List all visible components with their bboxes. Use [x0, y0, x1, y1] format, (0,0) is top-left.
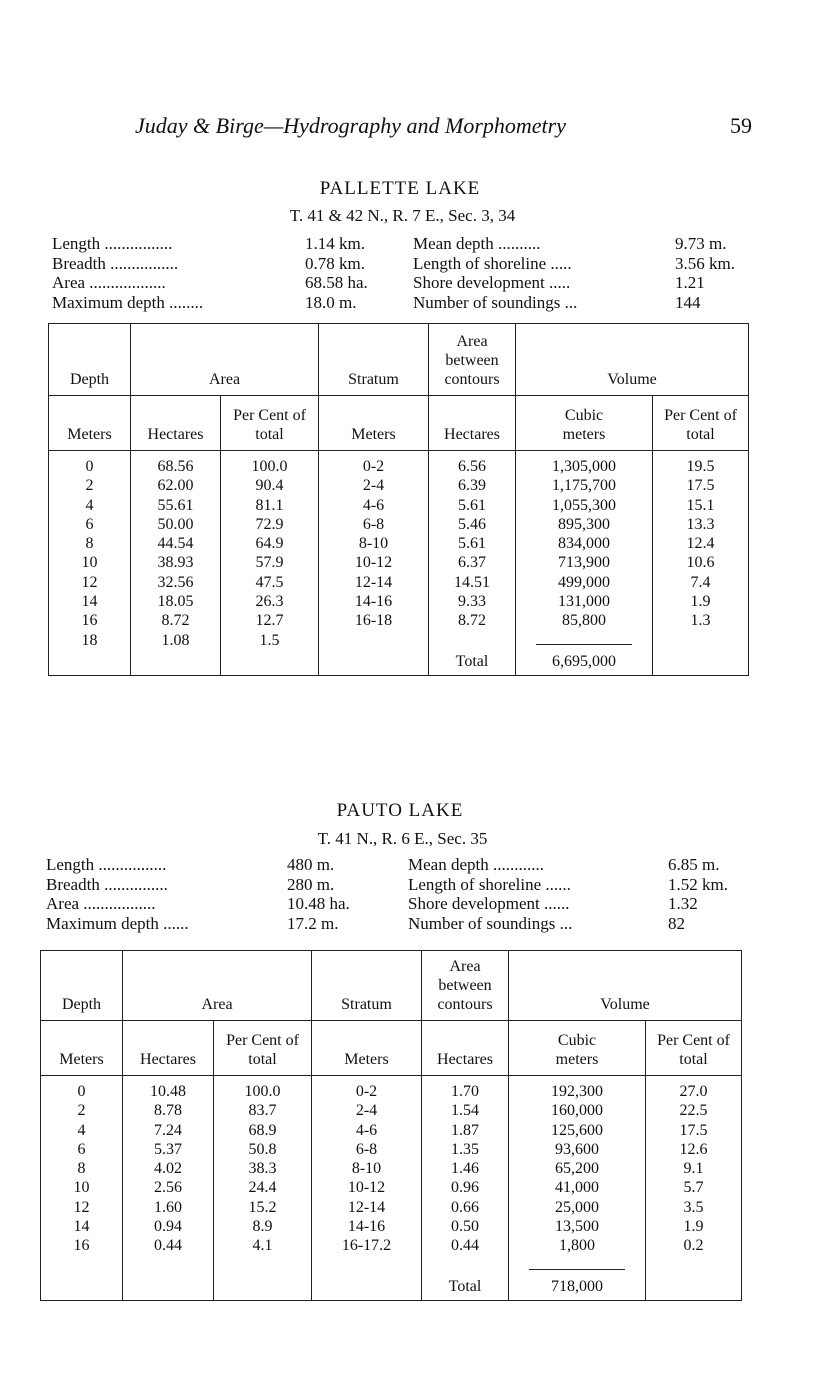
- total-value: 6,695,000: [552, 653, 616, 670]
- table-cell: 14-16: [354, 593, 393, 611]
- header-depth: [41, 951, 123, 1021]
- subheader-cubic-meters: [509, 1021, 646, 1076]
- subheader-text: Meters: [351, 426, 396, 443]
- table-cell: 2-4: [362, 477, 385, 495]
- table-cell: 8-10: [358, 535, 389, 553]
- table-cell: 0.96: [451, 1179, 479, 1197]
- table-cell: 44.54: [157, 535, 194, 553]
- stat-label: Mean depth ............: [408, 855, 544, 874]
- table-cell: 57.9: [255, 554, 284, 572]
- table-cell: 6.39: [458, 477, 486, 495]
- table-cell: 27.0: [679, 1083, 708, 1100]
- table-cell: 192,300: [551, 1083, 603, 1100]
- table-cell: 10-12: [354, 554, 393, 572]
- table-cell: 5.7: [683, 1179, 704, 1197]
- table-cell: 68.9: [248, 1121, 277, 1139]
- table-cell: 4-6: [355, 1121, 378, 1139]
- table-cell: 0: [85, 458, 94, 475]
- table-cell: 12.4: [686, 535, 715, 553]
- subheader-text: Meters: [59, 1051, 104, 1068]
- table-cell: 1.70: [451, 1083, 479, 1100]
- table-cell: 2: [77, 1102, 86, 1120]
- stat-value: 9.73 m.: [675, 234, 727, 253]
- subheader-between-hectares: [429, 396, 516, 451]
- table-cell: 10: [73, 1179, 90, 1197]
- header-depth-text: Depth: [69, 371, 110, 388]
- stat-value: 10.48 ha.: [287, 894, 350, 913]
- table-cell: 6-8: [362, 515, 385, 533]
- table-cell: 131,000: [558, 593, 610, 611]
- table-cell: 12: [81, 573, 98, 591]
- subheader-stratum-meters: [312, 1021, 422, 1076]
- table-cell: 50.8: [248, 1140, 277, 1158]
- table-cell: 8.78: [154, 1102, 182, 1120]
- header-area-text: Area: [201, 996, 233, 1013]
- table-cell: 14: [81, 593, 98, 611]
- table-cell: 8: [77, 1160, 86, 1178]
- table-cell: 17.5: [686, 477, 715, 495]
- table-cell: 834,000: [558, 535, 610, 553]
- stat-value: 480 m.: [287, 855, 335, 874]
- table-cell: 1.54: [451, 1102, 479, 1120]
- table-cell: 1.08: [161, 631, 190, 649]
- table-cell: 12-14: [354, 573, 393, 591]
- column-stratum: [319, 451, 429, 676]
- table-cell: 32.56: [157, 573, 194, 591]
- table-cell: 12-14: [347, 1198, 386, 1216]
- column-per-cent: [221, 451, 319, 676]
- table-cell: 12.6: [679, 1140, 708, 1158]
- header-area-between: [422, 951, 509, 1021]
- table-cell: 16: [73, 1237, 90, 1255]
- stat-value: 280 m.: [287, 874, 335, 894]
- table-cell: 1,175,700: [552, 477, 616, 495]
- table-cell: 1.5: [259, 631, 280, 649]
- lake-location: T. 41 N., R. 6 E., Sec. 35: [317, 829, 488, 848]
- stat-value: 0.78 km.: [305, 253, 365, 273]
- table-cell: 0-2: [355, 1083, 378, 1100]
- table-cell: 100.0: [251, 458, 288, 475]
- table-cell: 26.3: [255, 593, 284, 611]
- table-cell: 1.9: [683, 1218, 704, 1236]
- column-vol-pct: [653, 451, 749, 676]
- subheader-text: Hectares: [444, 426, 500, 443]
- subheader-text: Hectares: [147, 426, 204, 443]
- subheader-text: Per Cent of total: [657, 1032, 730, 1068]
- stat-value: 6.85 m.: [668, 855, 720, 874]
- subheader-text: Meters: [344, 1051, 389, 1068]
- header-stratum: [312, 951, 422, 1021]
- stat-value: 1.32: [668, 894, 698, 913]
- table-cell: 16: [81, 612, 98, 630]
- header-volume: [509, 951, 742, 1021]
- stat-value: 144: [675, 292, 701, 312]
- column-cubic: [509, 1076, 646, 1301]
- table-cell: 6: [85, 515, 94, 533]
- table-cell: 6.37: [458, 554, 486, 572]
- table-cell: 14-16: [347, 1218, 386, 1236]
- table-cell: 0.66: [451, 1198, 479, 1216]
- total-rule: [529, 1269, 625, 1270]
- stat-label: Number of soundings ...: [408, 913, 573, 933]
- table-cell: 72.9: [255, 515, 284, 533]
- table-cell: 14.51: [454, 573, 490, 591]
- total-label: Total: [455, 653, 489, 670]
- table-cell: 10.6: [686, 554, 715, 572]
- header-stratum-text: Stratum: [341, 996, 392, 1013]
- table-cell: 50.00: [157, 515, 194, 533]
- total-rule: [536, 644, 632, 645]
- table-cell: 13.3: [686, 515, 715, 533]
- table-cell: 4-6: [362, 496, 385, 514]
- column-depth: [41, 1076, 123, 1301]
- table-cell: 41,000: [555, 1179, 599, 1197]
- stat-value: 17.2 m.: [287, 913, 339, 933]
- morphometry-table: [48, 323, 749, 676]
- table-cell: 1.60: [154, 1198, 182, 1216]
- table-cell: 8-10: [351, 1160, 382, 1178]
- table-cell: 6: [77, 1140, 86, 1158]
- header-area: [131, 324, 319, 396]
- subheader-vol-per-cent: [646, 1021, 742, 1076]
- stat-value: 82: [668, 913, 685, 933]
- total-label: Total: [448, 1278, 482, 1295]
- table-cell: 64.9: [255, 535, 284, 553]
- stat-label: Length of shoreline ......: [408, 874, 571, 894]
- stat-label: Length of shoreline .....: [413, 253, 572, 273]
- lake-name: PALLETTE LAKE: [319, 178, 481, 199]
- table-cell: 85,800: [562, 612, 606, 630]
- table-cell: 713,900: [558, 554, 610, 572]
- stat-value: 1.14 km.: [305, 234, 365, 253]
- header-area-between: [429, 324, 516, 396]
- stat-value: 1.21: [675, 273, 705, 292]
- table-cell: 1.3: [690, 612, 711, 630]
- subheader-between-hectares: [422, 1021, 509, 1076]
- table-cell: 3.5: [683, 1198, 704, 1216]
- stat-label: Length ................: [52, 234, 173, 253]
- table-cell: 6.56: [458, 458, 486, 475]
- table-cell: 62.00: [157, 477, 194, 495]
- table-cell: 2: [85, 477, 94, 495]
- header-area-between-text: Area between contours: [444, 333, 500, 388]
- stat-label: Shore development .....: [413, 273, 571, 292]
- column-vol-pct: [646, 1076, 742, 1301]
- table-cell: 14: [73, 1218, 90, 1236]
- table-cell: 895,300: [558, 515, 610, 533]
- table-cell: 47.5: [255, 573, 284, 591]
- stat-label: Breadth ...............: [46, 874, 168, 894]
- table-cell: 1,305,000: [552, 458, 616, 475]
- table-cell: 15.2: [248, 1198, 277, 1216]
- table-cell: 81.1: [255, 496, 284, 514]
- total-value: 718,000: [551, 1278, 603, 1295]
- table-cell: 65,200: [555, 1160, 599, 1178]
- subheader-text: Cubic meters: [555, 1032, 599, 1068]
- table-cell: 4: [77, 1121, 86, 1139]
- column-depth: [49, 451, 131, 676]
- column-stratum: [312, 1076, 422, 1301]
- table-cell: 18: [81, 631, 98, 649]
- header-volume-text: Volume: [607, 371, 657, 388]
- table-cell: 0-2: [362, 458, 385, 475]
- subheader-vol-per-cent: [653, 396, 749, 451]
- subheader-text: Per Cent of total: [664, 407, 737, 443]
- stat-label: Mean depth ..........: [413, 234, 541, 253]
- table-cell: 160,000: [551, 1102, 603, 1120]
- stat-label: Breadth ................: [52, 253, 179, 273]
- stat-label: Number of soundings ...: [413, 292, 578, 312]
- table-cell: 0.50: [451, 1218, 479, 1236]
- header-volume: [516, 324, 749, 396]
- table-cell: 2.56: [154, 1179, 182, 1197]
- table-cell: 7.4: [690, 573, 711, 591]
- table-cell: 0: [77, 1083, 86, 1100]
- table-cell: 19.5: [686, 458, 715, 475]
- table-cell: 10.48: [150, 1083, 186, 1100]
- table-cell: 18.05: [157, 593, 194, 611]
- table-cell: 1,055,300: [552, 496, 616, 514]
- table-cell: 55.61: [157, 496, 194, 514]
- table-cell: 5.61: [458, 496, 486, 514]
- subheader-stratum-meters: [319, 396, 429, 451]
- header-area: [123, 951, 312, 1021]
- subheader-text: Hectares: [140, 1051, 196, 1068]
- table-cell: 0.94: [154, 1218, 182, 1236]
- table-cell: 90.4: [255, 477, 284, 495]
- header-depth-text: Depth: [61, 996, 102, 1013]
- subheader-cubic-meters: [516, 396, 653, 451]
- subheader-text: Cubic meters: [562, 407, 606, 443]
- subheader-meters: [41, 1021, 123, 1076]
- stat-value: 1.52 km.: [668, 874, 728, 894]
- table-cell: 13,500: [555, 1218, 599, 1236]
- table-cell: 16-18: [354, 612, 393, 630]
- lake-name: PAUTO LAKE: [336, 800, 464, 821]
- column-cubic: [516, 451, 653, 676]
- table-cell: 4.1: [252, 1237, 273, 1255]
- morphometry-table: [40, 950, 742, 1301]
- subheader-hectares: [131, 396, 221, 451]
- table-cell: 17.5: [679, 1121, 708, 1139]
- stat-value: 68.58 ha.: [305, 273, 368, 292]
- table-cell: 0.44: [451, 1237, 479, 1255]
- table-cell: 15.1: [686, 496, 715, 514]
- table-cell: 16-17.2: [341, 1237, 392, 1255]
- stat-value: 3.56 km.: [675, 253, 735, 273]
- running-title: Juday & Birge—Hydrography and Morphometry: [135, 113, 566, 138]
- lake-location: T. 41 & 42 N., R. 7 E., Sec. 3, 34: [289, 206, 516, 225]
- subheader-per-cent: [214, 1021, 312, 1076]
- table-cell: 8.72: [161, 612, 190, 630]
- table-cell: 100.0: [244, 1083, 281, 1100]
- table-cell: 1.35: [451, 1140, 479, 1158]
- table-cell: 10: [81, 554, 98, 572]
- table-cell: 7.24: [154, 1121, 182, 1139]
- table-cell: 0.2: [683, 1237, 704, 1255]
- table-cell: 0.44: [154, 1237, 182, 1255]
- subheader-text: Hectares: [437, 1051, 493, 1068]
- table-cell: 499,000: [558, 573, 610, 591]
- table-cell: 24.4: [248, 1179, 277, 1197]
- table-cell: 5.37: [154, 1140, 182, 1158]
- table-cell: 25,000: [555, 1198, 599, 1216]
- stat-value: 18.0 m.: [305, 292, 357, 312]
- table-cell: 38.3: [248, 1160, 277, 1178]
- subheader-per-cent: [221, 396, 319, 451]
- header-stratum-text: Stratum: [348, 371, 399, 388]
- table-cell: 4: [85, 496, 94, 514]
- subheader-hectares: [123, 1021, 214, 1076]
- page-number: 59: [730, 113, 752, 138]
- column-between: [429, 451, 516, 676]
- table-cell: 12.7: [255, 612, 284, 630]
- table-cell: 8.9: [252, 1218, 273, 1236]
- table-cell: 68.56: [157, 458, 194, 475]
- table-cell: 9.1: [683, 1160, 704, 1178]
- header-depth: [49, 324, 131, 396]
- table-cell: 5.46: [458, 515, 486, 533]
- table-cell: 1.9: [690, 593, 711, 611]
- table-cell: 6-8: [355, 1140, 378, 1158]
- table-cell: 38.93: [157, 554, 194, 572]
- table-cell: 1.87: [451, 1121, 479, 1139]
- table-cell: 12: [73, 1198, 90, 1216]
- table-cell: 22.5: [679, 1102, 708, 1120]
- subheader-text: Per Cent of total: [233, 407, 306, 443]
- subheader-meters: [49, 396, 131, 451]
- subheader-text: Meters: [67, 426, 112, 443]
- stat-label: Maximum depth ........: [52, 292, 204, 312]
- table-cell: 1.46: [451, 1160, 479, 1178]
- header-stratum: [319, 324, 429, 396]
- table-cell: 8: [85, 535, 94, 553]
- table-cell: 1,800: [559, 1237, 595, 1255]
- table-cell: 125,600: [551, 1121, 603, 1139]
- table-cell: 93,600: [555, 1140, 599, 1158]
- table-cell: 2-4: [355, 1102, 378, 1120]
- table-cell: 83.7: [248, 1102, 277, 1120]
- stat-label: Area ..................: [52, 273, 166, 292]
- header-area-text: Area: [208, 371, 241, 388]
- subheader-text: Per Cent of total: [226, 1032, 299, 1068]
- stat-label: Shore development ......: [408, 894, 570, 913]
- table-cell: 9.33: [458, 593, 486, 611]
- table-cell: 5.61: [458, 535, 486, 553]
- table-cell: 4.02: [154, 1160, 182, 1178]
- header-volume-text: Volume: [600, 996, 650, 1013]
- table-cell: 8.72: [458, 612, 486, 630]
- stat-label: Area .................: [46, 894, 156, 913]
- column-per-cent: [214, 1076, 312, 1301]
- column-hectares: [131, 451, 221, 676]
- stat-label: Maximum depth ......: [46, 913, 189, 933]
- column-hectares: [123, 1076, 214, 1301]
- header-area-between-text: Area between contours: [437, 958, 493, 1013]
- stat-label: Length ................: [46, 855, 167, 874]
- column-between: [422, 1076, 509, 1301]
- table-cell: 10-12: [347, 1179, 386, 1197]
